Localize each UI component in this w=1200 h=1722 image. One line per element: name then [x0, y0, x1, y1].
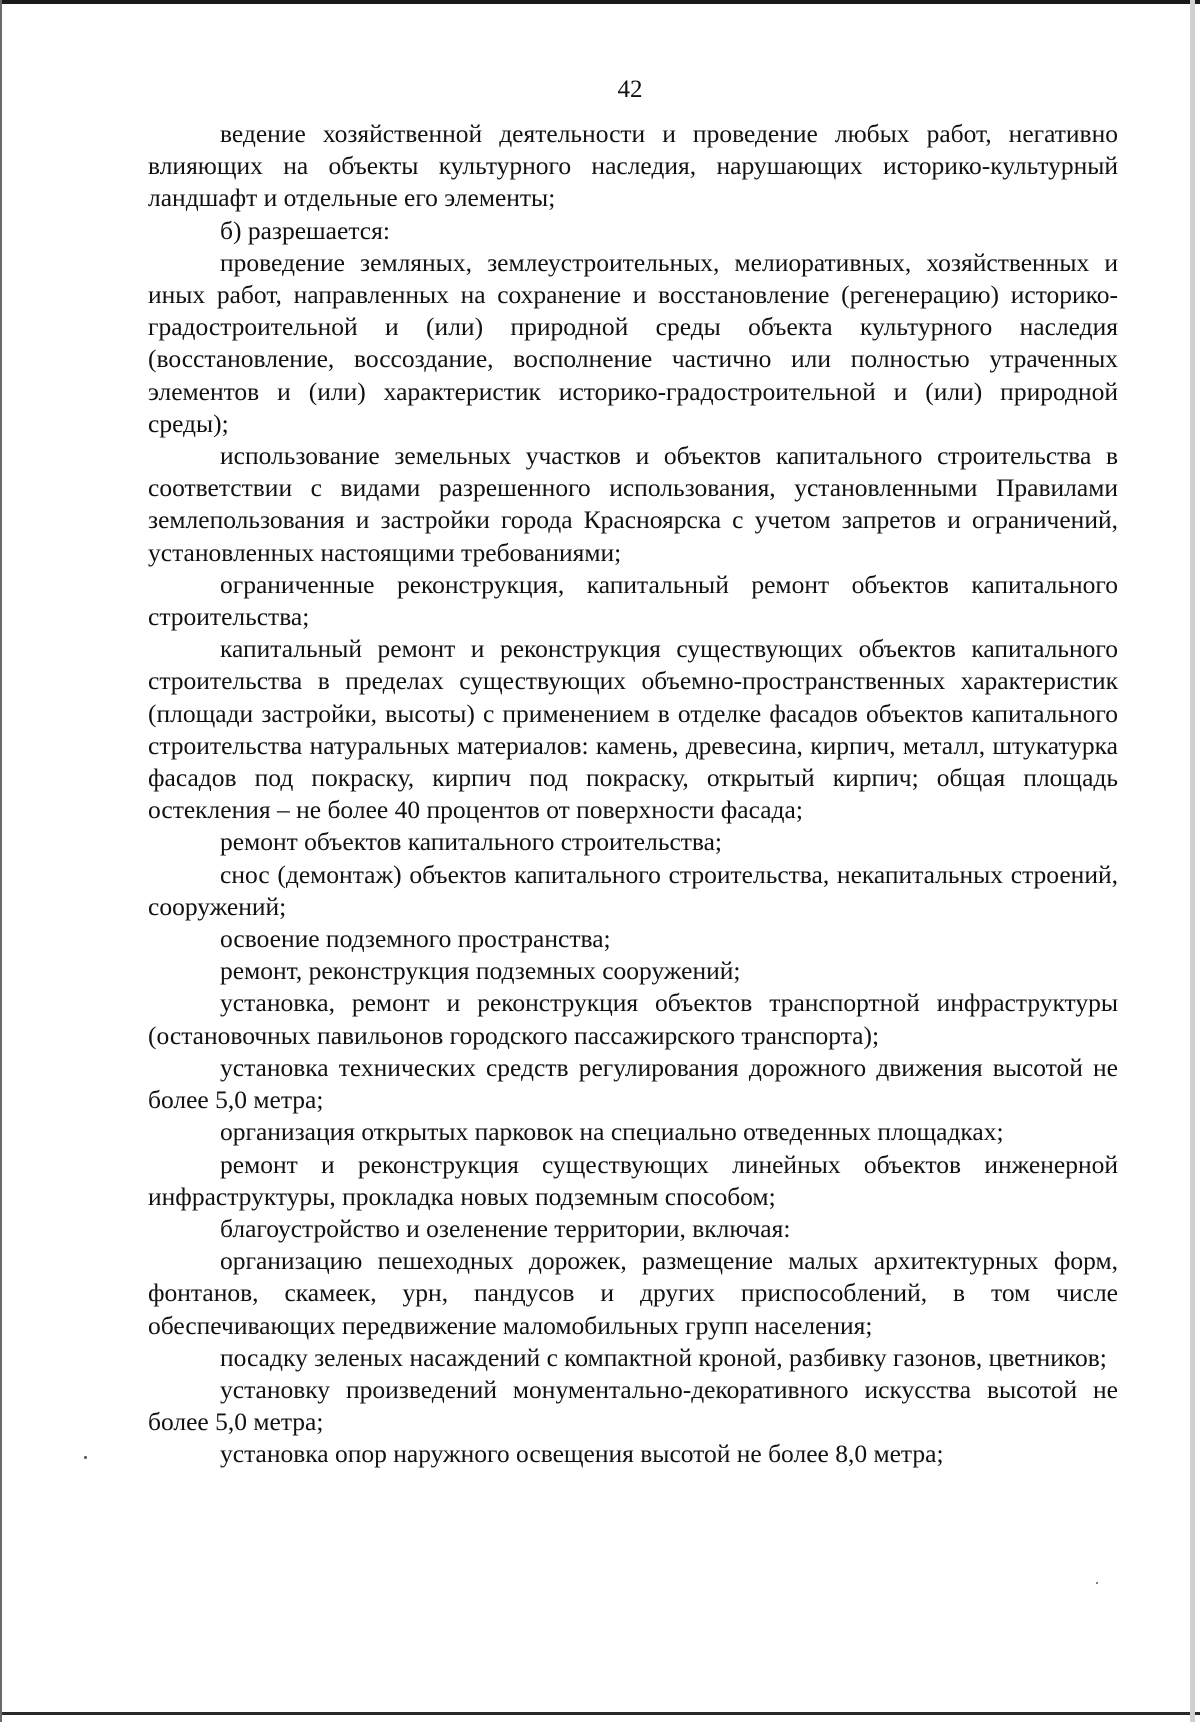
paragraph: капитальный ремонт и реконструкция существующих объектов капитального строительства в пределах существующих объемно-пространственных характеристик (площади застройки, высоты) с применением в отделке фасадов объектов капитального строительства натуральных материалов: камень, древесина, кирпич, металл, штукатурка фасадов под покраску, кирпич под покраску, открытый кирпич; общая площадь остекления – не более 40 процентов от поверхности фасада; — [148, 634, 1118, 825]
paragraph: б) разрешается: — [220, 215, 390, 245]
paragraph: установка, ремонт и реконструкция объектов транспортной инфраструктуры (остановочных павильонов городского пассажирского транспорта); — [148, 988, 1118, 1050]
paragraph: использование земельных участков и объектов капитального строительства в соответствии с видами разрешенного использования, установленными Правилами землепользования и застройки города Красноярска с учетом запретов и ограничений, установленных настоящими требованиями; — [148, 441, 1118, 567]
document-body — [148, 118, 1118, 1471]
paragraph: ограниченные реконструкция, капитальный ремонт объектов капитального строительства; — [148, 569, 1118, 632]
paragraph: проведение земляных, землеустроительных, мелиоративных, хозяйственных и иных работ, направленных на сохранение и восстановление (регенерацию) историко-градостроительной и (или) природной среды объекта культурного наследия (восстановление, воссоздание, восполнение частично или полностью утраченных элементов и (или) характеристик историко-градостроительной и (или) природной среды); — [148, 247, 1118, 438]
page-number: 42 — [617, 76, 643, 103]
paragraph: ремонт и реконструкция существующих линейных объектов инженерной инфраструктуры, прокладка новых подземным способом; — [148, 1149, 1118, 1211]
scan-edge-right — [1190, 0, 1195, 1722]
paragraph: ведение хозяйственной деятельности и проведение любых работ, негативно влияющих на объекты культурного наследия, нарушающих историко-культурный ландшафт и отдельные его элементы; — [148, 119, 1118, 213]
paragraph: установка опор наружного освещения высотой не более 8,0 метра; — [220, 1439, 944, 1469]
paragraph: освоение подземного пространства; — [220, 924, 611, 954]
scan-edge-left — [0, 0, 2, 1722]
scan-edge-top — [0, 0, 1200, 4]
paragraph: благоустройство и озеленение территории, включая: — [220, 1213, 791, 1243]
scan-speck — [84, 1456, 87, 1459]
scan-edge-bottom — [0, 1712, 1200, 1715]
paragraph: установку произведений монументально-декоративного искусства высотой не более 5,0 метра; — [148, 1374, 1118, 1437]
paragraph: ремонт объектов капитального строительства; — [220, 827, 723, 857]
paragraph: организация открытых парковок на специально отведенных площадках; — [220, 1117, 1004, 1147]
paragraph: посадку зеленых насаждений с компактной кроной, разбивку газонов, цветников; — [220, 1342, 1107, 1372]
paragraph: ремонт, реконструкция подземных сооружений; — [220, 956, 741, 986]
paragraph: снос (демонтаж) объектов капитального строительства, некапитальных строений, сооружений; — [148, 859, 1118, 921]
scan-speck — [1096, 1582, 1098, 1584]
paragraph: организацию пешеходных дорожек, размещение малых архитектурных форм, фонтанов, скамеек, урн, пандусов и других приспособлений, в том числе обеспечивающих передвижение маломобильных групп населения; — [148, 1246, 1118, 1340]
paragraph: установка технических средств регулирования дорожного движения высотой не более 5,0 метра; — [148, 1052, 1118, 1115]
